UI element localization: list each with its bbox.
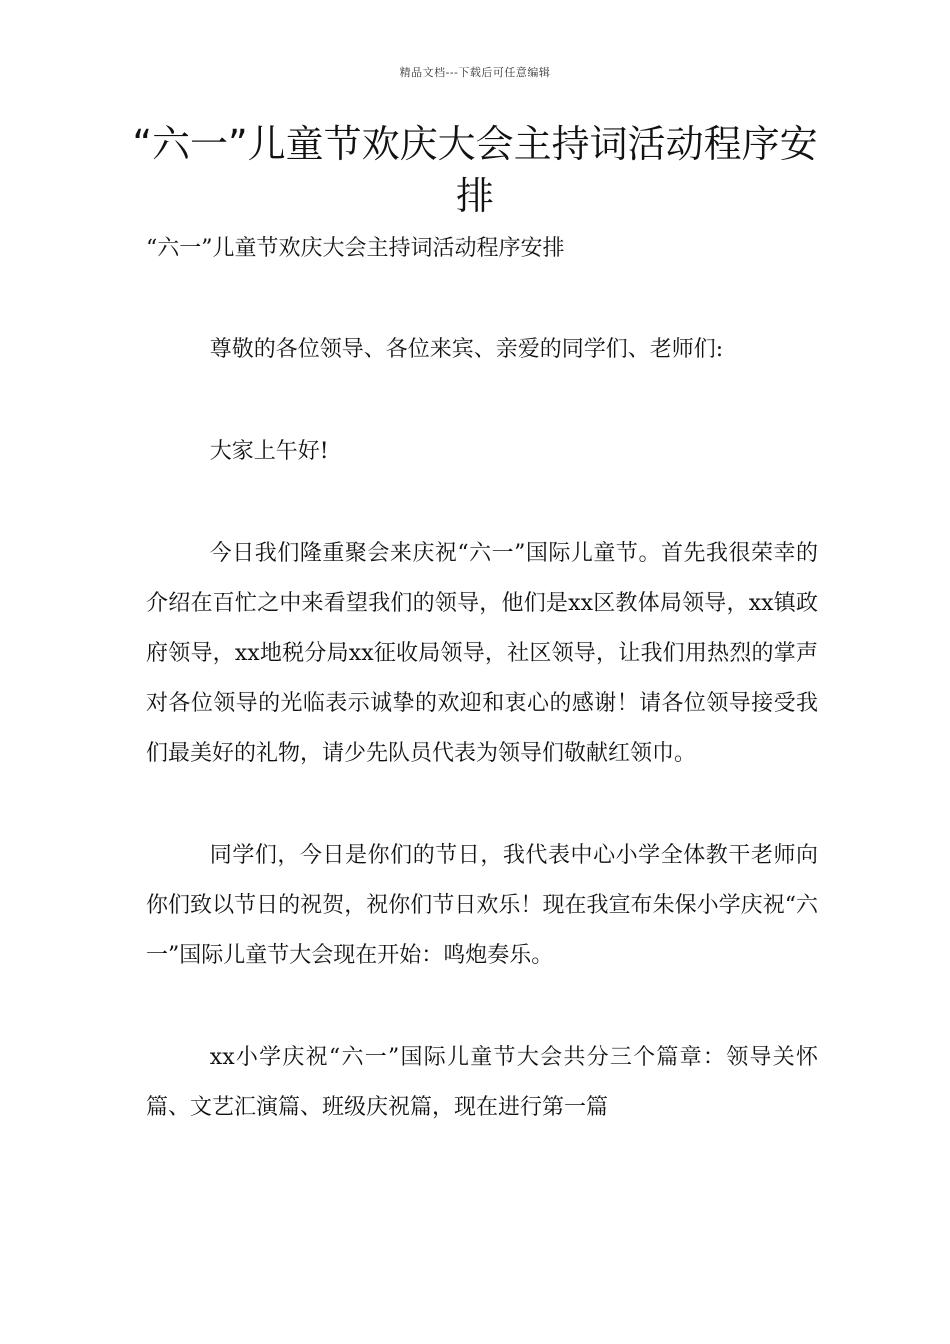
paragraph-good-morning: 大家上午好! [209, 439, 329, 464]
document-subtitle: “六一”儿童节欢庆大会主持词活动程序安排 [146, 236, 565, 261]
paragraph-introduction: 今日我们隆重聚会来庆祝“六一”国际儿童节。首先我很荣幸的介绍在百忙之中来看望我们的领导，他们是xx区教体局领导，xx镇政府领导，xx地税分局xx征收局领导，社区领导，让我们用热烈的掌声对各位领导的光临表示诚挚的欢迎和衷心的感谢！请各位领导接受我们最美好的礼物，请少先队员代表为领导们敬献红领巾。 [146, 541, 818, 766]
paragraph-program: xx小学庆祝“六一”国际儿童节大会共分三个篇章：领导关怀篇、文艺汇演篇、班级庆祝篇，现在进行第一篇 [146, 1045, 818, 1120]
document-body [146, 325, 818, 1185]
document-title: “六一”儿童节欢庆大会主持词活动程序安排 [132, 122, 818, 218]
header-note: 精品文档---下载后可任意编辑 [399, 66, 551, 79]
paragraph-greeting: 尊敬的各位领导、各位来宾、亲爱的同学们、老师们: [209, 337, 724, 362]
paragraph-opening: 同学们，今日是你们的节日，我代表中心小学全体教干老师向你们致以节日的祝贺，祝你们节日欢乐！现在我宣布朱保小学庆祝“六一”国际儿童节大会现在开始：鸣炮奏乐。 [146, 843, 818, 968]
